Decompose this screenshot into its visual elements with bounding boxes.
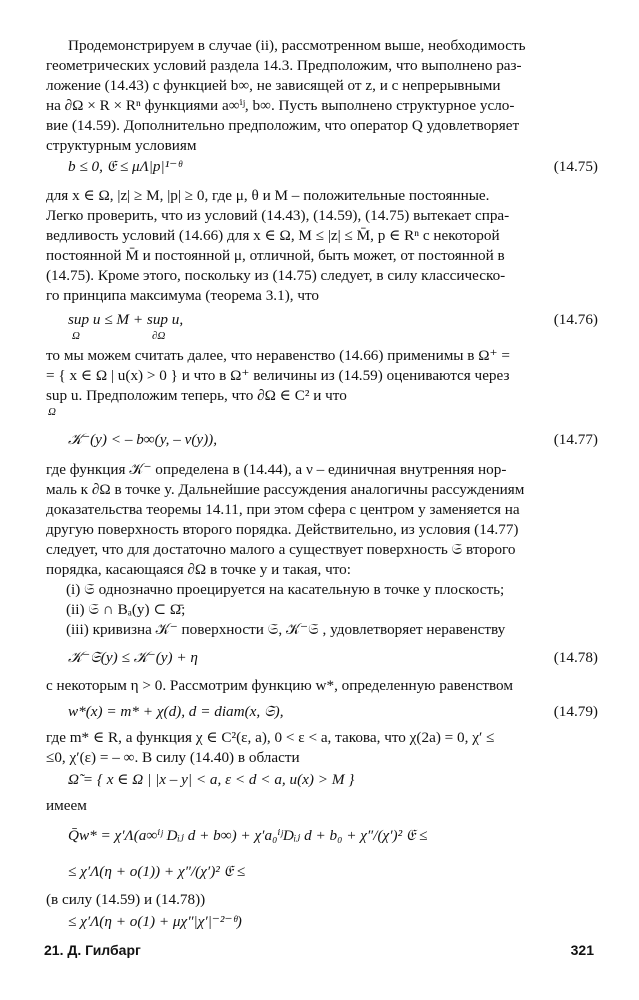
list-item: (ii) 𝔖 ∩ Bₐ(y) ⊂ Ω̄; xyxy=(66,601,186,618)
list-item: (iii) кривизна 𝒦⁻ поверхности 𝔖, 𝒦⁻𝔖 , удовлетворяет неравенству xyxy=(66,621,506,638)
printer-signature: 21. Д. Гилбарг xyxy=(44,942,141,958)
text-line: имеем xyxy=(46,797,87,814)
text-line: геометрических условий раздела 14.3. Предположим, что выполнено раз- xyxy=(46,57,522,74)
formula: Ω̃ = { x ∈ Ω | |x – y| < a, ε < d < a, u(x) > M } xyxy=(68,771,355,788)
equation-number: (14.79) xyxy=(553,703,598,720)
text-line: для x ∈ Ω, |z| ≥ M, |p| ≥ 0, где μ, θ и M – положительные постоянные. xyxy=(46,187,490,204)
formula: ≤ χ′Λ(η + o(1)) + χ″/(χ′)² 𝔈 ≤ xyxy=(68,863,246,880)
text-line: Легко проверить, что из условий (14.43), (14.59), (14.75) вытекает спра- xyxy=(46,207,510,224)
formula: 𝒦⁻(y) < – b∞(y, – ν(y)), xyxy=(68,431,218,448)
formula: b ≤ 0, 𝔈 ≤ μΛ|p|¹⁻ᶿ xyxy=(68,158,182,175)
text-line: то мы можем считать далее, что неравенство (14.66) применимы в Ω⁺ = xyxy=(46,347,510,364)
formula: w*(x) = m* + χ(d), d = diam(x, 𝔖), xyxy=(68,703,284,720)
equation-number: (14.77) xyxy=(553,431,598,448)
text-line: следует, что для достаточно малого a существует поверхность 𝔖 второго xyxy=(46,541,516,558)
text-line: Продемонстрируем в случае (ii), рассмотренном выше, необходимость xyxy=(68,37,526,54)
text-line: другую поверхность второго порядка. Действительно, из условия (14.77) xyxy=(46,521,519,538)
text-line: го принципа максимума (теорема 3.1), что xyxy=(46,287,320,304)
text-line: вие (14.59). Дополнительно предположим, что оператор Q удовлетворяет xyxy=(46,117,520,134)
equation-number: (14.76) xyxy=(553,311,598,328)
formula: sup u ≤ M + sup u, xyxy=(68,311,184,328)
text-line: доказательства теоремы 14.11, при этом сфера с центром y заменяется на xyxy=(46,501,520,518)
text-line: sup u. Предположим теперь, что ∂Ω ∈ C² и что xyxy=(46,387,347,404)
text-line: где функция 𝒦⁻ определена в (14.44), а ν – единичная внутренняя нор- xyxy=(46,461,507,478)
equation-number: (14.75) xyxy=(553,158,598,175)
text-line: (14.75). Кроме этого, поскольку из (14.75) следует, в силу классическо- xyxy=(46,267,506,284)
page-number: 321 xyxy=(570,942,594,958)
list-item: (i) 𝔖 однозначно проецируется на касательную в точке y плоскость; xyxy=(66,581,505,598)
text-line: маль к ∂Ω в точке y. Дальнейшие рассуждения аналогичны рассуждениям xyxy=(46,481,525,498)
text-line: ≤0, χ′(ε) = – ∞. В силу (14.40) в области xyxy=(46,749,300,766)
formula-subscript: Ω xyxy=(72,330,80,342)
text-line: ложение (14.43) с функцией b∞, не зависящей от z, и с непрерывными xyxy=(46,77,501,94)
formula: Q̄w* = χ′Λ(a∞ⁱʲ Dᵢⱼ d + b∞) + χ′a₀ⁱʲDᵢⱼ d + b₀ + χ″/(χ′)² 𝔈 ≤ xyxy=(68,827,428,844)
text-line: на ∂Ω × R × Rⁿ функциями a∞ⁱʲ, b∞. Пусть выполнено структурное усло- xyxy=(46,97,515,114)
formula-subscript: ∂Ω xyxy=(152,330,166,342)
text-line: с некоторым η > 0. Рассмотрим функцию w*, определенную равенством xyxy=(46,677,513,694)
text-line: порядка, касающаяся ∂Ω в точке y и такая, что: xyxy=(46,561,351,578)
text-line: = { x ∈ Ω | u(x) > 0 } и что в Ω⁺ величины из (14.59) оцениваются через xyxy=(46,367,510,384)
formula-subscript: Ω xyxy=(48,406,56,418)
formula: 𝒦⁻𝔖(y) ≤ 𝒦⁻(y) + η xyxy=(68,649,198,666)
equation-number: (14.78) xyxy=(553,649,598,666)
text-line: постоянной M̄ и постоянной μ, отличной, быть может, от постоянной в xyxy=(46,247,505,264)
text-line: где m* ∈ R, а функция χ ∈ C²(ε, a), 0 < ε < a, такова, что χ(2a) = 0, χ′ ≤ xyxy=(46,729,495,746)
text-line: ведливость условий (14.66) для x ∈ Ω, M ≤ |z| ≤ M̄, p ∈ Rⁿ с некоторой xyxy=(46,227,500,244)
text-line: структурным условиям xyxy=(46,137,197,154)
text-line: (в силу (14.59) и (14.78)) xyxy=(46,891,206,908)
formula: ≤ χ′Λ(η + o(1) + μχ″|χ′|⁻²⁻ᶿ) xyxy=(68,913,242,930)
